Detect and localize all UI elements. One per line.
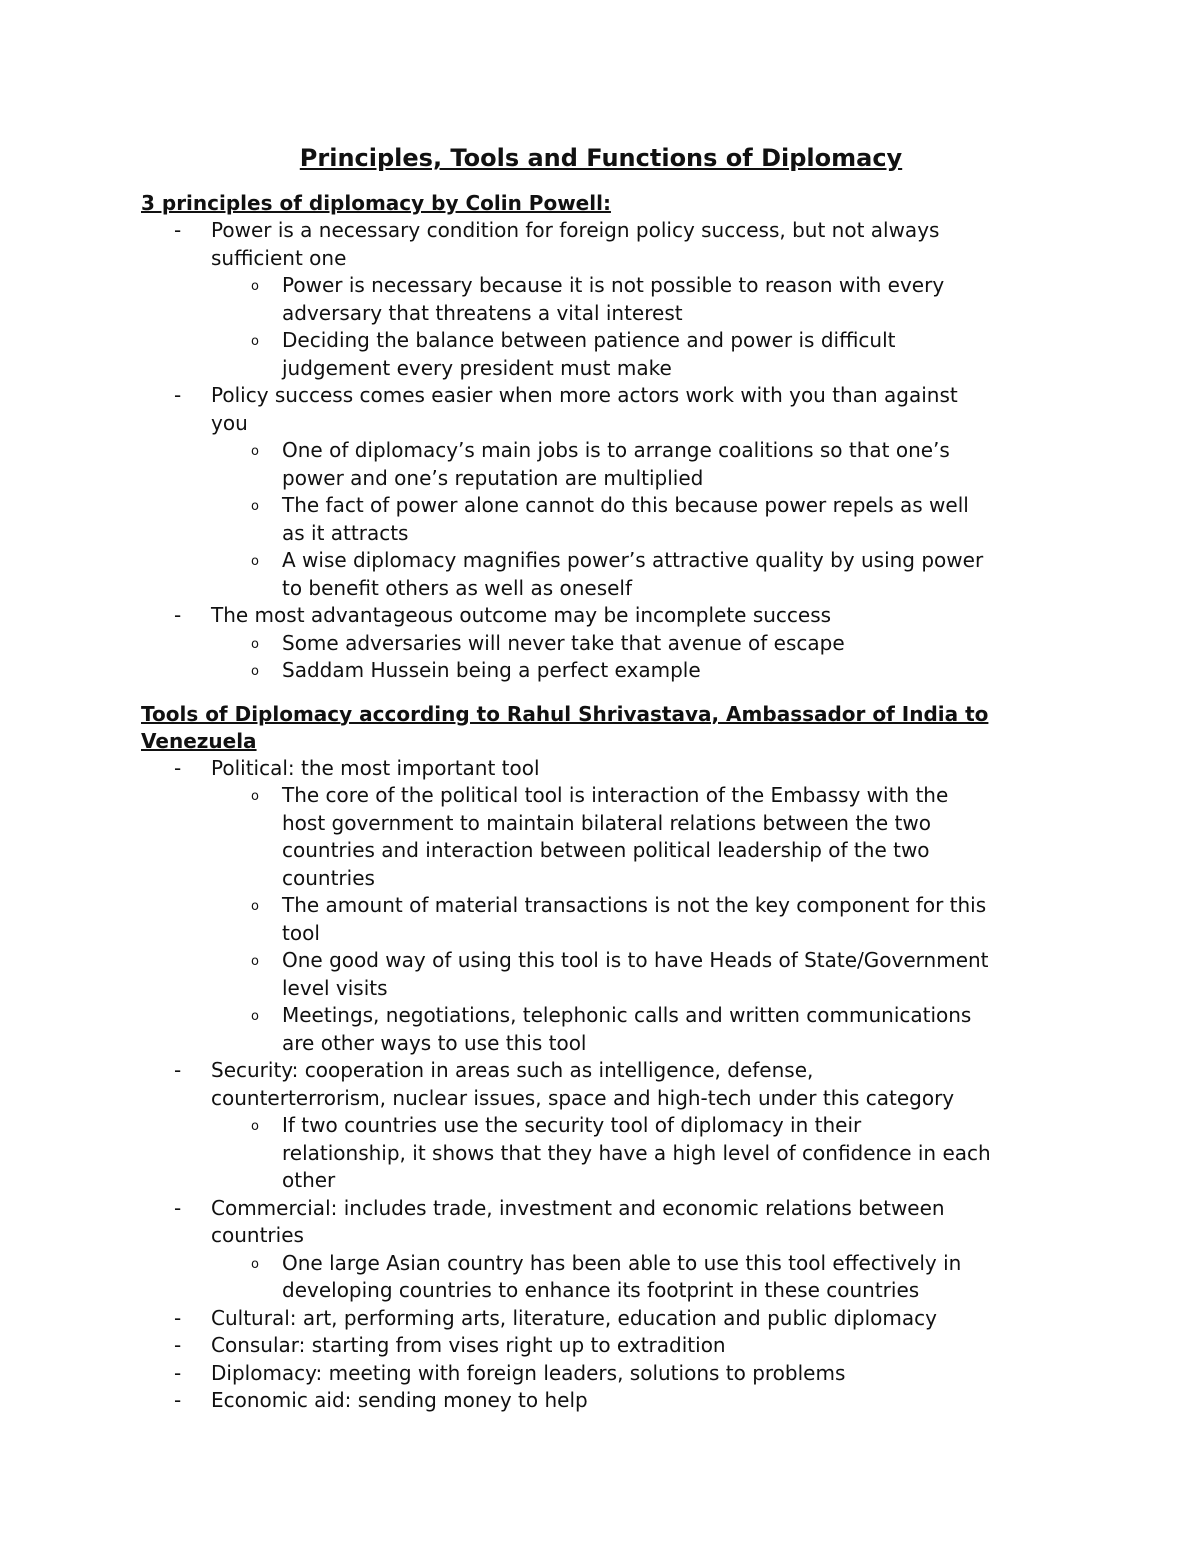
list-item bbox=[141, 1360, 991, 1388]
list-item bbox=[141, 1195, 991, 1305]
circle-bullet: o bbox=[251, 664, 259, 679]
list-item-text: Diplomacy: meeting with foreign leaders, solutions to problems bbox=[211, 1360, 846, 1385]
sub-list bbox=[211, 437, 991, 602]
section-heading-tools: Tools of Diplomacy according to Rahul Shrivastava, Ambassador of India to Venezuela bbox=[141, 701, 989, 753]
circle-bullet: o bbox=[251, 954, 259, 969]
list-item bbox=[141, 602, 991, 685]
list-item bbox=[141, 382, 991, 602]
sub-item-text: The amount of material transactions is not the key component for this tool bbox=[282, 893, 987, 945]
sub-item-text: Meetings, negotiations, telephonic calls and written communications are other ways to use this tool bbox=[282, 1003, 972, 1055]
sub-item-text: One large Asian country has been able to use this tool effectively in developing countries to enhance its footprint in these countries bbox=[282, 1250, 962, 1302]
sub-list-item bbox=[211, 947, 991, 1002]
circle-bullet: o bbox=[251, 1009, 259, 1024]
dash-bullet: - bbox=[174, 1333, 182, 1357]
circle-bullet: o bbox=[251, 789, 259, 804]
sub-list-item bbox=[211, 892, 991, 947]
document-page bbox=[141, 140, 1061, 1415]
sub-list-item bbox=[211, 1002, 991, 1057]
list-item bbox=[141, 1057, 991, 1195]
list-item-text: Policy success comes easier when more actors work with you than against you bbox=[211, 383, 958, 435]
dash-bullet: - bbox=[174, 1305, 182, 1330]
dash-bullet: - bbox=[174, 603, 182, 627]
sub-item-text: If two countries use the security tool of diplomacy in their relationship, it shows that they have a high level of confidence in each other bbox=[282, 1113, 991, 1192]
dash-bullet: - bbox=[174, 218, 182, 242]
powell-principles-list bbox=[141, 217, 1061, 685]
circle-bullet: o bbox=[251, 636, 259, 652]
sub-item-text: Saddam Hussein being a perfect example bbox=[282, 658, 701, 682]
sub-item-text: The fact of power alone cannot do this because power repels as well as it attracts bbox=[282, 493, 969, 545]
circle-bullet: o bbox=[251, 554, 259, 569]
sub-item-text: A wise diplomacy magnifies power’s attractive quality by using power to benefit others as well as oneself bbox=[282, 548, 984, 600]
sub-list-item bbox=[211, 272, 991, 327]
section-heading-powell: 3 principles of diplomacy by Colin Powell: bbox=[141, 191, 611, 215]
circle-bullet: o bbox=[251, 499, 259, 514]
list-item-text: Commercial: includes trade, investment and economic relations between countries bbox=[211, 1195, 945, 1247]
circle-bullet: o bbox=[251, 1119, 259, 1134]
sub-list bbox=[211, 1112, 991, 1195]
dash-bullet: - bbox=[174, 1058, 182, 1082]
sub-list-item bbox=[211, 437, 991, 492]
diplomacy-tools-list bbox=[141, 755, 1061, 1415]
dash-bullet: - bbox=[174, 1388, 182, 1412]
sub-item-text: The core of the political tool is interaction of the Embassy with the host government to maintain bilateral relations between the two countries and interaction between political leadership of the two countries bbox=[282, 783, 949, 890]
sub-list-item bbox=[211, 327, 991, 382]
sub-item-text: Some adversaries will never take that avenue of escape bbox=[282, 630, 845, 655]
sub-list bbox=[211, 630, 991, 685]
dash-bullet: - bbox=[174, 383, 182, 407]
list-item bbox=[141, 217, 991, 382]
list-item-text: Economic aid: sending money to help bbox=[211, 1388, 588, 1412]
sub-list bbox=[211, 272, 991, 382]
list-item bbox=[141, 1387, 991, 1415]
sub-list-item bbox=[211, 547, 991, 602]
sub-list-item bbox=[211, 782, 991, 892]
sub-list bbox=[211, 1250, 991, 1305]
sub-list-item bbox=[211, 630, 991, 658]
list-item bbox=[141, 1305, 991, 1333]
sub-list-item bbox=[211, 492, 991, 547]
sub-list bbox=[211, 782, 991, 1057]
list-item bbox=[141, 1332, 991, 1360]
sub-list-item bbox=[211, 1112, 991, 1195]
list-item-text: Political: the most important tool bbox=[211, 755, 540, 780]
dash-bullet: - bbox=[174, 1195, 182, 1220]
sub-item-text: Deciding the balance between patience and power is difficult judgement every president must make bbox=[282, 328, 896, 380]
list-item bbox=[141, 755, 991, 1058]
list-item-text: Cultural: art, performing arts, literature, education and public diplomacy bbox=[211, 1305, 937, 1330]
list-item-text: Security: cooperation in areas such as intelligence, defense, counterterrorism, nuclear issues, space and high-tech under this category bbox=[211, 1058, 955, 1110]
circle-bullet: o bbox=[251, 899, 259, 914]
sub-list-item bbox=[211, 1250, 991, 1305]
list-item-text: The most advantageous outcome may be incomplete success bbox=[211, 603, 832, 627]
dash-bullet: - bbox=[174, 1360, 182, 1385]
circle-bullet: o bbox=[251, 334, 259, 349]
dash-bullet: - bbox=[174, 755, 182, 780]
circle-bullet: o bbox=[251, 1256, 259, 1272]
list-item-text: Power is a necessary condition for foreign policy success, but not always sufficient one bbox=[211, 218, 940, 270]
sub-list-item bbox=[211, 657, 991, 685]
sub-item-text: One good way of using this tool is to have Heads of State/Government level visits bbox=[282, 948, 989, 1000]
page-title: Principles, Tools and Functions of Diplomacy bbox=[299, 144, 903, 172]
list-item-text: Consular: starting from vises right up to extradition bbox=[211, 1333, 726, 1357]
circle-bullet: o bbox=[251, 279, 259, 294]
circle-bullet: o bbox=[251, 444, 259, 459]
sub-item-text: Power is necessary because it is not possible to reason with every adversary that threatens a vital interest bbox=[282, 273, 945, 325]
sub-item-text: One of diplomacy’s main jobs is to arrange coalitions so that one’s power and one’s reputation are multiplied bbox=[282, 438, 950, 490]
